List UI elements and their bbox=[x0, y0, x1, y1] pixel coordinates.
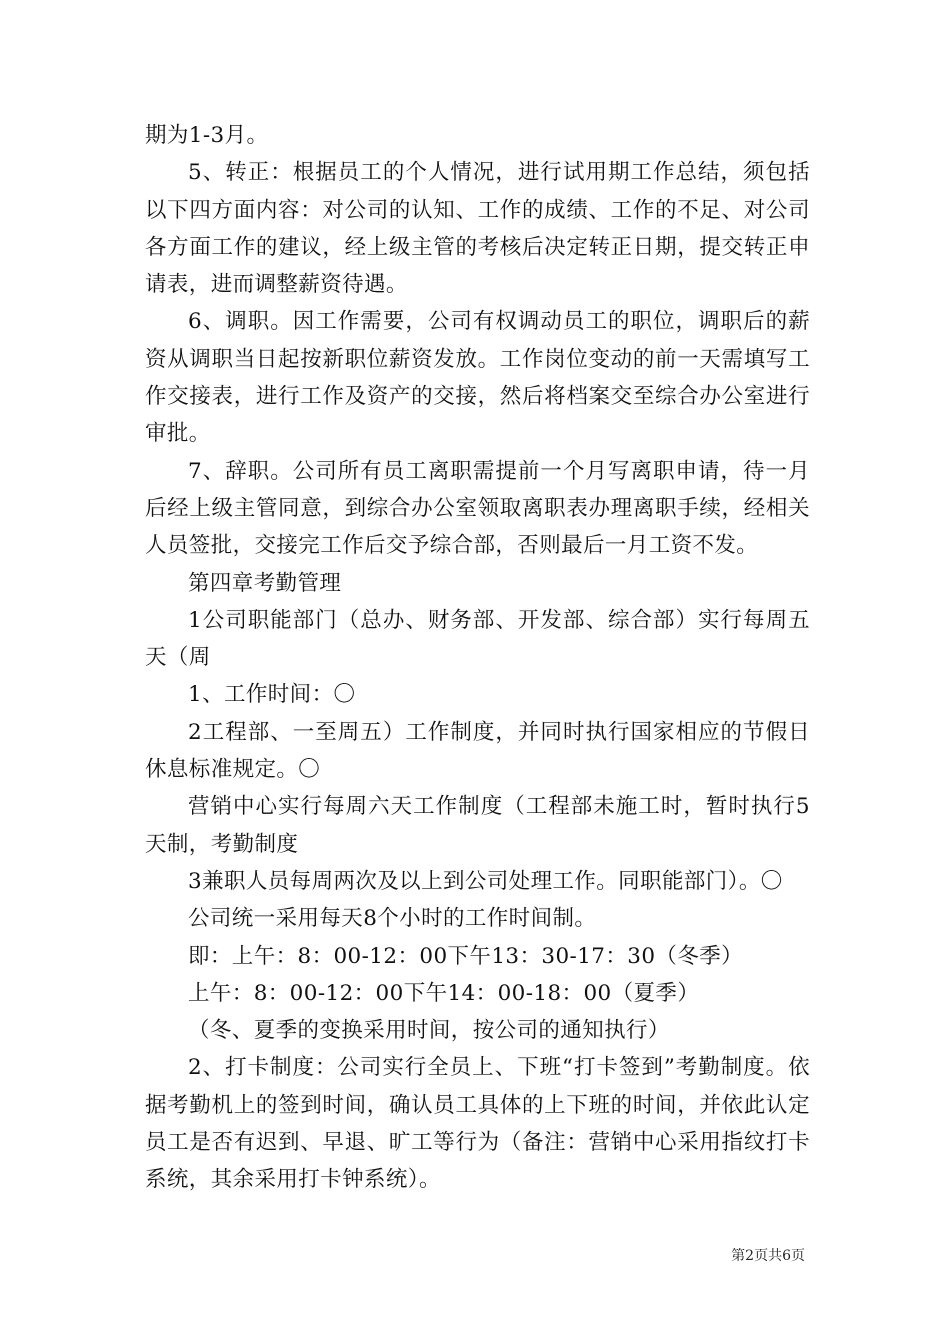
paragraph-3: 6、调职。因工作需要，公司有权调动员工的职位，调职后的薪资从调职当日起按新职位薪资发放。工作岗位变动的前一天需填写工作交接表，进行工作及资产的交接，然后将档案交至综合办公室进行审批。 bbox=[145, 309, 810, 447]
paragraph-2: 5、转正：根据员工的个人情况，进行试用期工作总结，须包括以下四方面内容：对公司的认知、工作的成绩、工作的不足、对公司各方面工作的建议，经上级主管的考核后决定转正日期，提交转正申请表，进而调整薪资待遇。 bbox=[145, 160, 810, 298]
paragraph-6: 1公司职能部门（总办、财务部、开发部、综合部）实行每周五天（周 bbox=[145, 607, 810, 671]
document-body bbox=[145, 117, 810, 1199]
chapter-heading: 第四章考勤管理 bbox=[188, 570, 342, 596]
paragraph-9: 营销中心实行每周六天工作制度（工程部未施工时，暂时执行5天制，考勤制度 bbox=[145, 794, 810, 857]
paragraph-4: 7、辞职。公司所有员工离职需提前一个月写离职申请，待一月后经上级主管同意，到综合办公室领取离职表办理离职手续，经相关人员签批，交接完工作后交予综合部，否则最后一月工资不发。 bbox=[145, 458, 810, 559]
paragraph-14: （冬、夏季的变换采用时间，按公司的通知执行） bbox=[188, 1018, 670, 1044]
paragraph-10: 3兼职人员每周两次及以上到公司处理工作。同职能部门）。〇 bbox=[188, 868, 783, 894]
paragraph-1: 期为1-3月。 bbox=[145, 123, 269, 148]
paragraph-15: 2、打卡制度：公司实行全员上、下班“打卡签到”考勤制度。依据考勤机上的签到时间，确认员工具体的上下班的时间，并依此认定员工是否有迟到、早退、旷工等行为（备注：营销中心采用指纹打卡系统，其余采用打卡钟系统）。 bbox=[145, 1055, 810, 1193]
paragraph-11: 公司统一采用每天8个小时的工作时间制。 bbox=[188, 906, 597, 932]
paragraph-7: 1、工作时间：〇 bbox=[188, 682, 356, 708]
paragraph-12: 即：上午：8：00-12：00下午13：30-17：30（冬季） bbox=[188, 943, 744, 969]
page-number: 第2页共6页 bbox=[731, 1248, 805, 1264]
paragraph-8: 2工程部、一至周五）工作制度，并同时执行国家相应的节假日休息标准规定。〇 bbox=[145, 719, 810, 783]
paragraph-13: 上午：8：00-12：00下午14：00-18：00（夏季） bbox=[188, 980, 700, 1006]
